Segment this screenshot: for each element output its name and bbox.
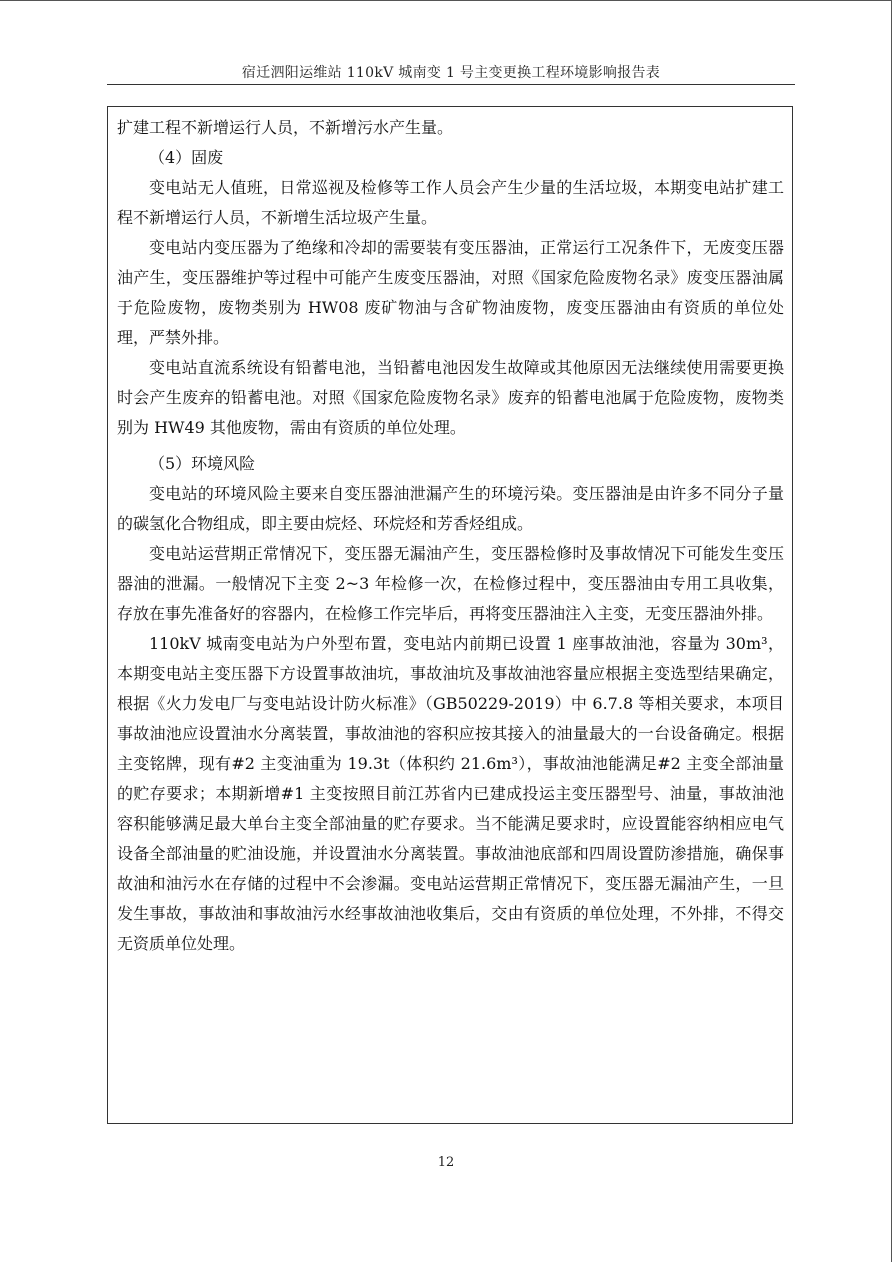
- heading-environmental-risk: （5）环境风险: [149, 454, 256, 473]
- paragraph-solid-waste-2: 变电站内变压器为了绝缘和冷却的需要装有变压器油，正常运行工况条件下，无废变压器油产生，变压器维护等过程中可能产生废变压器油，对照《国家危险废物名录》废变压器油属于危险废物，废物类别为 HW08 废矿物油与含矿物油废物，废变压器油由有资质的单位处理，严禁外排。: [117, 238, 784, 347]
- paragraph-risk-3: 110kV 城南变电站为户外型布置，变电站内前期已设置 1 座事故油池，容量为 30m³，本期变电站主变压器下方设置事故油坑，事故油坑及事故油池容量应根据主变选型结果确定，根据《火力发电厂与变电站设计防火标准》（GB50229-2019）中 6.7.8 等相关要求，本项目事故油池应设置油水分离装置，事故油池的容积应按其接入的油量最大的一台设备确定。根据主变铭牌，现有#2 主变油重为 19.3t（体积约 21.6m³），事故油池能满足#2 主变全部油量的贮存要求；本期新增#1 主变按照目前江苏省内已建成投运主变压器型号、油量，事故油池容积能够满足最大单台主变全部油量的贮存要求。当不能满足要求时，应设置能容纳相应电气设备全部油量的贮油设施，并设置油水分离装置。事故油池底部和四周设置防渗措施，确保事故油和油污水在存储的过程中不会渗漏。变电站运营期正常情况下，变压器无漏油产生，一旦发生事故，事故油和事故油污水经事故油池收集后，交由有资质的单位处理，不外排，不得交无资质单位处理。: [117, 634, 784, 953]
- page-edge-top: [0, 0, 892, 1]
- paragraph-solid-waste-1: 变电站无人值班，日常巡视及检修等工作人员会产生少量的生活垃圾，本期变电站扩建工程不新增运行人员，不新增生活垃圾产生量。: [117, 178, 784, 227]
- paragraph-intro: 扩建工程不新增运行人员，不新增污水产生量。: [117, 118, 454, 137]
- heading-solid-waste: （4）固废: [149, 148, 224, 167]
- content-frame: [107, 106, 793, 1124]
- content-body: [117, 113, 784, 959]
- paragraph-risk-2: 变电站运营期正常情况下，变压器无漏油产生，变压器检修时及事故情况下可能发生变压器油的泄漏。一般情况下主变 2~3 年检修一次，在检修过程中，变压器油由专用工具收集，存放在事先准备好的容器内，在检修工作完毕后，再将变压器油注入主变，无变压器油外排。: [117, 544, 784, 623]
- paragraph-solid-waste-3: 变电站直流系统设有铅蓄电池，当铅蓄电池因发生故障或其他原因无法继续使用需要更换时会产生废弃的铅蓄电池。对照《国家危险废物名录》废弃的铅蓄电池属于危险废物，废物类别为 HW49 其他废物，需由有资质的单位处理。: [117, 358, 784, 437]
- running-header: 宿迁泗阳运维站 110kV 城南变 1 号主变更换工程环境影响报告表: [241, 65, 661, 81]
- paragraph-risk-1: 变电站的环境风险主要来自变压器油泄漏产生的环境污染。变压器油是由许多不同分子量的碳氢化合物组成，即主要由烷烃、环烷烃和芳香烃组成。: [117, 484, 784, 533]
- page-number: 12: [437, 1155, 455, 1170]
- header-rule: [107, 84, 795, 85]
